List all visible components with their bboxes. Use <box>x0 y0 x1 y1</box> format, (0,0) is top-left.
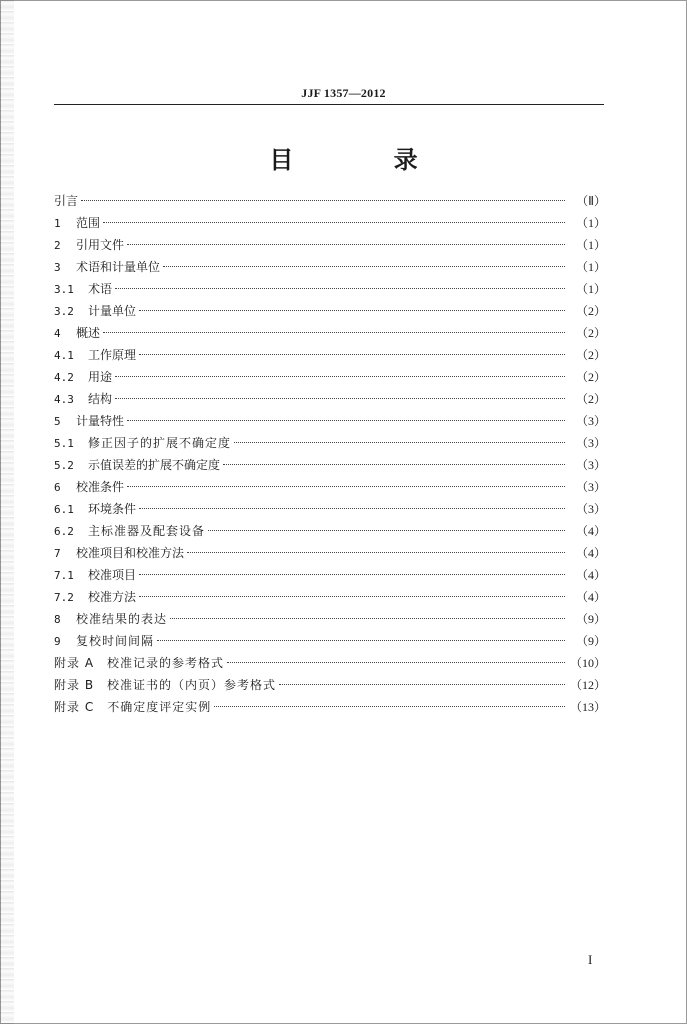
toc-entry-usage[interactable] <box>54 366 606 388</box>
toc-entry-number: 5 <box>54 415 61 428</box>
toc-entry-principle[interactable] <box>54 344 606 366</box>
toc-entry-label: 校准条件 <box>76 480 125 494</box>
toc-entry-page: （3） <box>575 436 606 450</box>
toc-entry-label: 范围 <box>76 216 101 230</box>
toc-entry-label: 工作原理 <box>88 348 137 362</box>
toc-entry-label: 附录 B 校准证书的（内页）参考格式 <box>54 678 277 692</box>
leader-dots <box>170 618 565 619</box>
toc-entry-page: （3） <box>575 414 606 428</box>
leader-dots <box>223 464 565 465</box>
toc-entry-label: 用途 <box>88 370 113 384</box>
toc-entry-number: 2 <box>54 239 61 252</box>
toc-entry-page: （1） <box>575 216 606 230</box>
leader-dots <box>139 310 565 311</box>
toc-entry-label: 校准项目和校准方法 <box>76 546 185 560</box>
leader-dots <box>81 200 565 201</box>
toc-entry-appendix-b[interactable] <box>54 674 606 696</box>
leader-dots <box>139 574 565 575</box>
toc-entry-page: （4） <box>575 590 606 604</box>
toc-entry-label: 术语 <box>88 282 113 296</box>
toc-entry-page: （3） <box>575 480 606 494</box>
toc-entry-label: 校准项目 <box>88 568 137 582</box>
toc-entry-foreword[interactable] <box>54 190 606 212</box>
toc-entry-number: 3.2 <box>54 305 74 318</box>
toc-entry-number: 4.3 <box>54 393 74 406</box>
standard-code-header: JJF 1357—2012 <box>301 86 386 100</box>
toc-entry-label: 附录 C 不确定度评定实例 <box>54 700 212 714</box>
toc-entry-page: （4） <box>575 568 606 582</box>
leader-dots <box>279 684 565 685</box>
toc-entry-number: 7 <box>54 547 61 560</box>
leader-dots <box>163 266 565 267</box>
toc-entry-label: 校准方法 <box>88 590 137 604</box>
toc-entry-structure[interactable] <box>54 388 606 410</box>
leader-dots <box>214 706 565 707</box>
toc-entry-label: 术语和计量单位 <box>76 260 161 274</box>
toc-entry-page: （1） <box>575 260 606 274</box>
toc-entry-page: （12） <box>569 678 606 692</box>
page-title: 目 录 <box>269 146 464 174</box>
toc-entry-overview[interactable] <box>54 322 606 344</box>
leader-dots <box>139 508 565 509</box>
leader-dots <box>227 662 565 663</box>
toc-entry-correction-factor-uncertainty[interactable] <box>54 432 606 454</box>
toc-entry-label: 概述 <box>76 326 101 340</box>
toc-entry-page: （3） <box>575 458 606 472</box>
toc-entry-number: 4.2 <box>54 371 74 384</box>
toc-entry-terms[interactable] <box>54 278 606 300</box>
toc-entry-label: 示值误差的扩展不确定度 <box>88 458 221 472</box>
leader-dots <box>127 486 565 487</box>
toc-entry-page: （13） <box>569 700 606 714</box>
toc-entry-number: 7.1 <box>54 569 74 582</box>
leader-dots <box>187 552 565 553</box>
toc-entry-label: 环境条件 <box>88 502 137 516</box>
toc-entry-indication-error-uncertainty[interactable] <box>54 454 606 476</box>
page-folio: I <box>588 952 593 967</box>
toc-entry-page: （2） <box>575 326 606 340</box>
toc-entry-appendix-a[interactable] <box>54 652 606 674</box>
leader-dots <box>103 222 565 223</box>
toc-entry-number: 6 <box>54 481 61 494</box>
toc-entry-number: 1 <box>54 217 61 230</box>
toc-entry-page: （2） <box>575 348 606 362</box>
leader-dots <box>115 376 565 377</box>
toc-entry-results-expression[interactable] <box>54 608 606 630</box>
toc-entry-calibration-methods[interactable] <box>54 586 606 608</box>
toc-entry-number: 8 <box>54 613 61 626</box>
toc-entry-appendix-c[interactable] <box>54 696 606 718</box>
leader-dots <box>208 530 565 531</box>
toc-entry-calibration-conditions[interactable] <box>54 476 606 498</box>
toc-entry-label: 修正因子的扩展不确定度 <box>88 436 232 450</box>
toc-entry-label: 结构 <box>88 392 113 406</box>
leader-dots <box>115 398 565 399</box>
toc-entry-page: （9） <box>575 612 606 626</box>
toc-entry-number: 3.1 <box>54 283 74 296</box>
toc-entry-page: （10） <box>569 656 606 670</box>
toc-entry-page: （1） <box>575 238 606 252</box>
toc-entry-page: （2） <box>575 370 606 384</box>
toc-entry-recalibration-interval[interactable] <box>54 630 606 652</box>
toc-entry-scope[interactable] <box>54 212 606 234</box>
leader-dots <box>115 288 565 289</box>
toc-entry-page: （2） <box>575 304 606 318</box>
toc-entry-page: （4） <box>575 546 606 560</box>
toc-entry-label: 校准结果的表达 <box>76 612 168 626</box>
toc-entry-number: 7.2 <box>54 591 74 604</box>
toc-entry-number: 3 <box>54 261 61 274</box>
toc-entry-number: 4.1 <box>54 349 74 362</box>
toc-entry-label: 主标准器及配套设备 <box>88 524 206 538</box>
toc-entry-label: 引言 <box>54 194 79 208</box>
leader-dots <box>157 640 565 641</box>
toc-entry-page: （Ⅱ） <box>576 194 606 208</box>
toc-entry-label: 附录 A 校准记录的参考格式 <box>54 656 225 670</box>
header-rule <box>54 104 604 105</box>
leader-dots <box>234 442 565 443</box>
toc-entry-units[interactable] <box>54 300 606 322</box>
toc-entry-label: 引用文件 <box>76 238 125 252</box>
toc-entry-standards-equipment[interactable] <box>54 520 606 542</box>
toc-entry-number: 5.1 <box>54 437 74 450</box>
toc-entry-items-methods[interactable] <box>54 542 606 564</box>
toc-entry-label: 计量特性 <box>76 414 125 428</box>
toc-entry-environmental-conditions[interactable] <box>54 498 606 520</box>
toc-entry-page: （1） <box>575 282 606 296</box>
toc-entry-number: 9 <box>54 635 61 648</box>
toc-entry-metrological-characteristics[interactable] <box>54 410 606 432</box>
leader-dots <box>103 332 565 333</box>
toc-entry-label: 计量单位 <box>88 304 137 318</box>
toc-entry-page: （9） <box>575 634 606 648</box>
toc-entry-number: 6.2 <box>54 525 74 538</box>
table-of-contents <box>54 190 606 718</box>
toc-entry-page: （2） <box>575 392 606 406</box>
toc-entry-number: 6.1 <box>54 503 74 516</box>
toc-entry-page: （4） <box>575 524 606 538</box>
toc-entry-label: 复校时间间隔 <box>76 634 155 648</box>
leader-dots <box>139 354 565 355</box>
toc-entry-references[interactable] <box>54 234 606 256</box>
toc-entry-number: 4 <box>54 327 61 340</box>
leader-dots <box>127 420 565 421</box>
leader-dots <box>127 244 565 245</box>
toc-entry-calibration-items[interactable] <box>54 564 606 586</box>
toc-entry-page: （3） <box>575 502 606 516</box>
leader-dots <box>139 596 565 597</box>
toc-entry-number: 5.2 <box>54 459 74 472</box>
toc-entry-terms-units[interactable] <box>54 256 606 278</box>
